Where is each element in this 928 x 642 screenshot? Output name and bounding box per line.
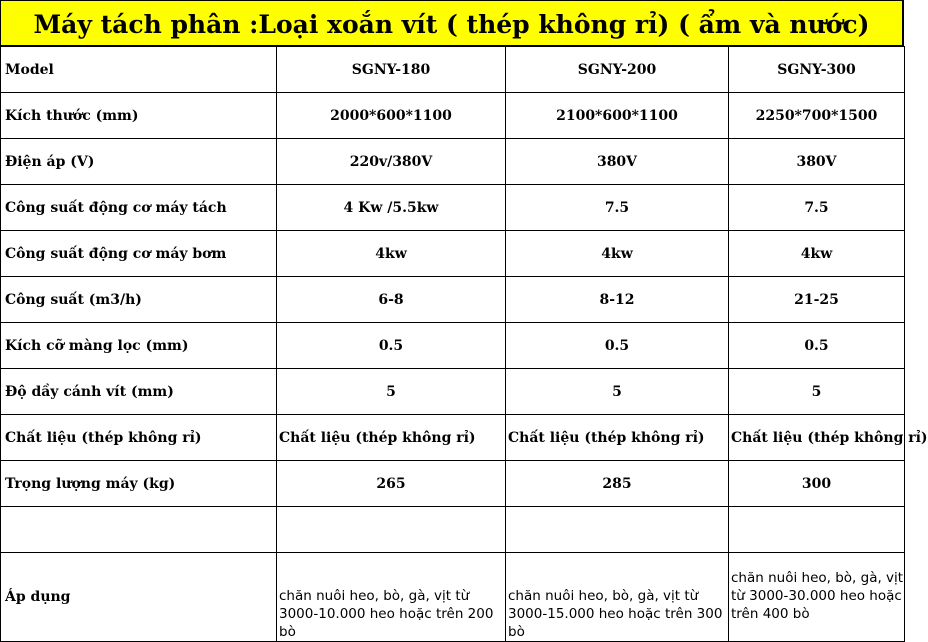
- table-cell: 7.5: [729, 185, 905, 231]
- table-row: [1, 415, 905, 461]
- row-label: Độ dầy cánh vít (mm): [1, 369, 277, 415]
- apply-text: chăn nuôi heo, bò, gà, vịt từ 3000-15.000 heo hoặc trên 300 bò: [508, 588, 723, 640]
- table-cell: 4 Kw /5.5kw: [277, 185, 506, 231]
- table-row: [1, 277, 905, 323]
- table-cell: 5: [729, 369, 905, 415]
- table-row: [1, 185, 905, 231]
- table-row: [1, 93, 905, 139]
- apply-cell: [506, 553, 729, 642]
- table-row: [1, 47, 905, 93]
- table-cell: 8-12: [506, 277, 729, 323]
- row-label: Kích thước (mm): [1, 93, 277, 139]
- table-cell: 7.5: [506, 185, 729, 231]
- table-cell: 6-8: [277, 277, 506, 323]
- table-cell: 4kw: [277, 231, 506, 277]
- table-cell: SGNY-200: [506, 47, 729, 93]
- empty-cell: [506, 507, 729, 553]
- table-cell: 0.5: [277, 323, 506, 369]
- table-cell: Chất liệu (thép không rỉ): [729, 415, 905, 461]
- table-cell: Chất liệu (thép không rỉ): [277, 415, 506, 461]
- table-cell: 220v/380V: [277, 139, 506, 185]
- apply-text: chăn nuôi heo, bò, gà, vịt từ 3000-30.000 heo hoặc trên 400 bò: [731, 570, 904, 622]
- row-label: Điện áp (V): [1, 139, 277, 185]
- spec-table: [0, 46, 928, 642]
- table-row: [1, 139, 905, 185]
- page-title: Máy tách phân :Loại xoắn vít ( thép không rỉ) ( ẩm và nước): [0, 0, 904, 46]
- table-cell: 2100*600*1100: [506, 93, 729, 139]
- empty-cell: [1, 507, 277, 553]
- table-cell: 285: [506, 461, 729, 507]
- apply-text: chăn nuôi heo, bò, gà, vịt từ 3000-10.000 heo hoặc trên 200 bò: [279, 588, 494, 640]
- table-cell: SGNY-180: [277, 47, 506, 93]
- table-cell: 5: [277, 369, 506, 415]
- apply-row: [1, 553, 905, 642]
- row-label: Trọng lượng máy (kg): [1, 461, 277, 507]
- empty-cell: [729, 507, 905, 553]
- table-cell: 2000*600*1100: [277, 93, 506, 139]
- empty-row: [1, 507, 905, 553]
- row-label: Công suất động cơ máy bơm: [1, 231, 277, 277]
- row-label: Kích cỡ màng lọc (mm): [1, 323, 277, 369]
- table-row: [1, 369, 905, 415]
- row-label: Công suất (m3/h): [1, 277, 277, 323]
- table-cell: Chất liệu (thép không rỉ): [506, 415, 729, 461]
- table-cell: 265: [277, 461, 506, 507]
- apply-cell: [277, 553, 506, 642]
- row-label: Model: [1, 47, 277, 93]
- table-cell: 0.5: [729, 323, 905, 369]
- table-row: [1, 231, 905, 277]
- table-cell: 4kw: [506, 231, 729, 277]
- table-cell: 300: [729, 461, 905, 507]
- table-cell: 5: [506, 369, 729, 415]
- table-row: [1, 461, 905, 507]
- table-row: [1, 323, 905, 369]
- table-cell: SGNY-300: [729, 47, 905, 93]
- table-cell: 0.5: [506, 323, 729, 369]
- row-label: Chất liệu (thép không rỉ): [1, 415, 277, 461]
- apply-label: Áp dụng: [1, 553, 277, 642]
- table-cell: 21-25: [729, 277, 905, 323]
- table-cell: 380V: [506, 139, 729, 185]
- apply-cell: [729, 553, 905, 642]
- table-cell: 380V: [729, 139, 905, 185]
- table-cell: 4kw: [729, 231, 905, 277]
- table-cell: 2250*700*1500: [729, 93, 905, 139]
- empty-cell: [277, 507, 506, 553]
- row-label: Công suất động cơ máy tách: [1, 185, 277, 231]
